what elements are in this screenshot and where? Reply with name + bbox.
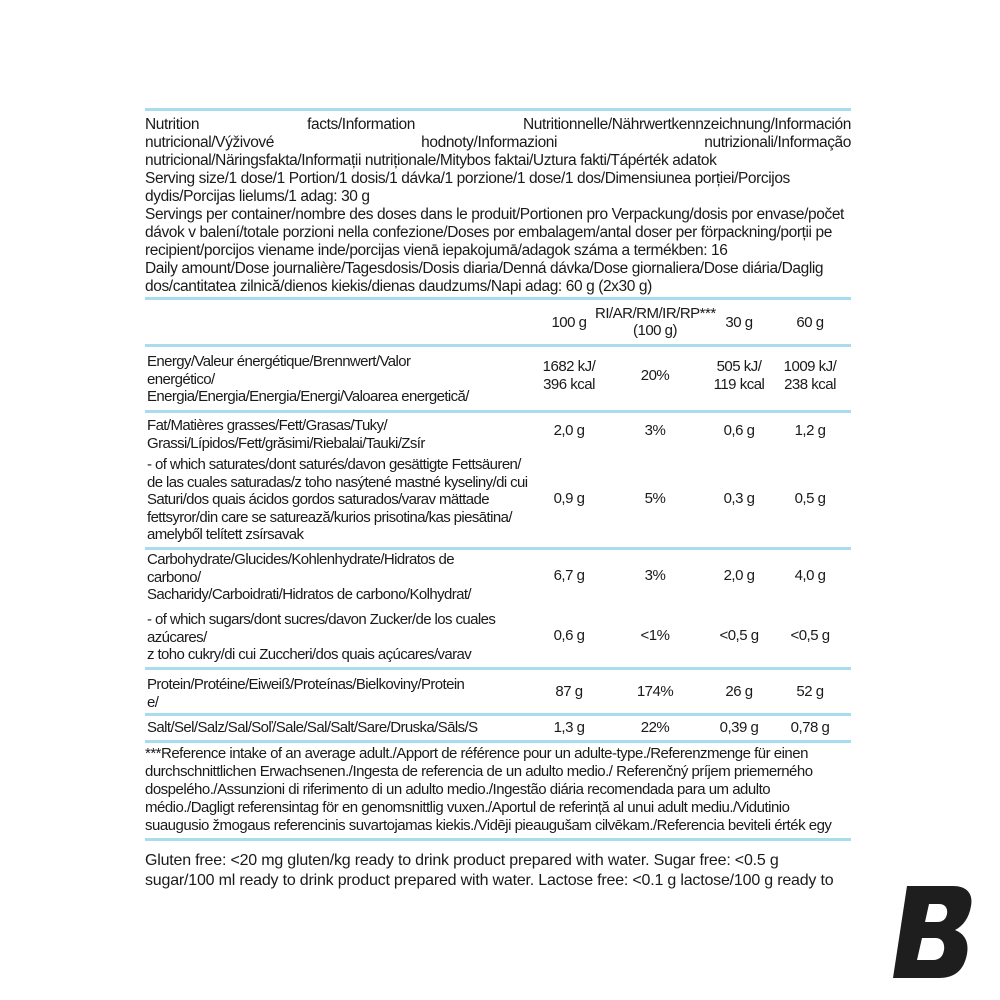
salt-60g: 0,78 g bbox=[790, 719, 830, 736]
sugars-label-line: z toho cukry/di cui Zuccheri/dos quais açúcares/varav bbox=[147, 646, 472, 663]
saturates-100g: 0,9 g bbox=[553, 490, 585, 507]
fat-60g: 1,2 g bbox=[794, 422, 826, 439]
col-ri-a: RI/AR/RM/IR/RP*** bbox=[595, 305, 716, 322]
saturates-label-line: de las cuales saturadas/z toho nasýtené mastné kyseliny/di cui bbox=[147, 473, 528, 491]
reference-footnote bbox=[145, 745, 851, 835]
saturates-60g: 0,5 g bbox=[794, 490, 826, 507]
carbohydrate-label-line: Sacharidy/Carboidrati/Hidratos de carbono/Kolhydrat/ bbox=[147, 586, 471, 603]
salt-30g: 0,39 g bbox=[719, 719, 759, 736]
fat-label-line: Grassi/Lípidos/Fett/grăsimi/Riebalai/Tauki/Zsír bbox=[147, 434, 425, 452]
energy-kj: 1682 kJ/ bbox=[542, 358, 596, 375]
protein-60g: 52 g bbox=[796, 683, 824, 700]
salt-rule bbox=[145, 740, 851, 743]
sugars-100g: 0,6 g bbox=[553, 627, 585, 644]
energy-label-line: energético/ bbox=[147, 370, 215, 388]
salt-ri: 22% bbox=[640, 719, 670, 736]
sugars-30g: <0,5 g bbox=[719, 627, 759, 644]
saturates-ri: 5% bbox=[644, 490, 666, 507]
fat-label-line: Fat/Matières grasses/Fett/Grasas/Tuky/ bbox=[147, 417, 388, 434]
header-rule bbox=[145, 297, 851, 300]
col-header-rule bbox=[145, 344, 851, 347]
sugars-ri: <1% bbox=[640, 627, 670, 644]
gluten-line: Gluten free: <20 mg gluten/kg ready to drink product prepared with water. Sugar free: <0.5 g bbox=[145, 852, 779, 869]
carbohydrate-label-line: carbono/ bbox=[147, 568, 201, 586]
salt-label: Salt/Sel/Salz/Sal/Soľ/Sale/Sal/Salt/Sare/Druska/Sāls/S bbox=[147, 719, 478, 736]
protein-rule bbox=[145, 713, 851, 716]
salt-100g: 1,3 g bbox=[553, 719, 585, 736]
col-ri-b: (100 g) bbox=[632, 322, 678, 339]
energy-label-line: Energia/Energia/Energia/Energi/Valoarea energetică/ bbox=[147, 388, 469, 405]
saturates-label-line: Saturi/dos quais ácidos gordos saturados/varav mättade bbox=[147, 491, 489, 508]
servings-per-container: Servings per container/nombre des doses dans le produit/Portionen pro Verpackung/dosis por envase/počet dávok v balení/totale porzioni nella confezione/Doses por embalagem/antal doser per förpackning/porții pe recipient/porcijos viename inde/porcijas vienā iepakojumā/adagok száma a termékben: 16 bbox=[145, 206, 844, 259]
energy-kcal: 119 kcal bbox=[713, 376, 765, 393]
carbohydrate-label bbox=[147, 551, 537, 604]
fat-100g: 2,0 g bbox=[553, 422, 585, 439]
nutrition-header bbox=[145, 116, 851, 170]
sugars-label-line: - of which sugars/dont sucres/davon Zucker/de los cuales bbox=[147, 611, 496, 628]
footnote-rule bbox=[145, 838, 851, 841]
fat-label bbox=[147, 417, 537, 452]
title-line-1: Nutrition facts/Information Nutritionnelle/Nährwertkennzeichnung/Información bbox=[145, 116, 851, 133]
protein-100g: 87 g bbox=[555, 683, 583, 700]
footnote-line: ***Reference intake of an average adult./Apport de référence pour un adulte-type./Referenzmenge für einen bbox=[145, 745, 808, 762]
protein-label-line: Protein/Protéine/Eiweiß/Proteínas/Bielkoviny/Protein bbox=[147, 676, 465, 693]
daily-amount: Daily amount/Dose journalière/Tagesdosis/Dosis diaria/Denná dávka/Dose giornaliera/Dose diária/Daglig dos/cantitatea zilnică/dienos kiekis/dienas daudzums/Napi adag: 60 g (2x30 g) bbox=[145, 260, 824, 295]
col-60g: 60 g bbox=[796, 314, 824, 331]
col-30g: 30 g bbox=[725, 314, 753, 331]
saturates-label bbox=[147, 456, 537, 544]
carbohydrate-label-line: Carbohydrate/Glucides/Kohlenhydrate/Hidratos de bbox=[147, 551, 454, 568]
protein-30g: 26 g bbox=[725, 683, 753, 700]
title-line-2: nutricional/Výživové hodnoty/Informazioni nutrizionali/Informação bbox=[145, 134, 851, 151]
gluten-statement bbox=[145, 851, 851, 891]
col-100g: 100 g bbox=[551, 314, 587, 331]
carbohydrate-30g: 2,0 g bbox=[723, 567, 755, 584]
footnote-line: dospelého./Assunzioni di riferimento di un adulto medio./Ingestão diária recomendada para um adulto bbox=[145, 781, 771, 798]
footnote-line: durchschnittlichen Erwachsenen./Ingesta de referencia de un adulto medio./ Referenčný príjem priemerného bbox=[145, 763, 813, 780]
saturates-label-line: fettsyror/din care se saturează/kurios prisotina/kas piesātina/ bbox=[147, 508, 512, 526]
serving-size: Serving size/1 dose/1 Portion/1 dosis/1 dávka/1 porzione/1 dose/1 dos/Dimensiunea porției/Porcijos dydis/Porcijas lielums/1 adag: 30 g bbox=[145, 170, 790, 205]
carbohydrate-ri: 3% bbox=[644, 567, 666, 584]
protein-ri: 174% bbox=[636, 683, 674, 700]
fat-rule bbox=[145, 547, 851, 550]
footnote-line: suaugusio žmogaus referencinis suvartojamas kiekis./Vidēji pieaugušam cilvēkam./Referencia beviteli érték egy bbox=[145, 817, 832, 834]
carbohydrate-100g: 6,7 g bbox=[553, 567, 585, 584]
protein-label bbox=[147, 676, 537, 711]
energy-kcal: 396 kcal bbox=[543, 376, 595, 393]
energy-30g bbox=[703, 358, 775, 394]
saturates-label-line: amelyből telített zsírsavak bbox=[147, 526, 304, 543]
energy-rule bbox=[145, 410, 851, 413]
energy-label bbox=[147, 353, 537, 406]
carbohydrate-rule bbox=[145, 667, 851, 670]
gluten-line: sugar/100 ml ready to drink product prepared with water. Lactose free: <0.1 g lactose/100 g ready to bbox=[145, 872, 834, 889]
brand-b-logo-icon bbox=[893, 886, 973, 978]
protein-label-line: e/ bbox=[147, 693, 159, 711]
saturates-30g: 0,3 g bbox=[723, 490, 755, 507]
energy-ri: 20% bbox=[640, 367, 670, 384]
sugars-label-line: azúcares/ bbox=[147, 628, 207, 646]
title-line-3: nutricional/Näringsfakta/Informații nutriționale/Mitybos faktai/Uztura fakti/Tápérték adatok bbox=[145, 152, 717, 169]
fat-ri: 3% bbox=[644, 422, 666, 439]
energy-label-line: Energy/Valeur énergétique/Brennwert/Valor bbox=[147, 353, 411, 370]
fat-30g: 0,6 g bbox=[723, 422, 755, 439]
top-rule bbox=[145, 108, 851, 111]
sugars-60g: <0,5 g bbox=[790, 627, 830, 644]
footnote-line: médio./Dagligt referensintag för en genomsnittlig vuxen./Aportul de referință al unui adult mediu./Vidutinio bbox=[145, 799, 790, 816]
energy-kj: 505 kJ/ bbox=[716, 358, 762, 375]
carbohydrate-60g: 4,0 g bbox=[794, 567, 826, 584]
energy-kj: 1009 kJ/ bbox=[783, 358, 837, 375]
energy-60g bbox=[774, 358, 846, 394]
energy-kcal: 238 kcal bbox=[784, 376, 836, 393]
saturates-label-line: - of which saturates/dont saturés/davon gesättigte Fettsäuren/ bbox=[147, 456, 521, 473]
sugars-label bbox=[147, 611, 537, 664]
